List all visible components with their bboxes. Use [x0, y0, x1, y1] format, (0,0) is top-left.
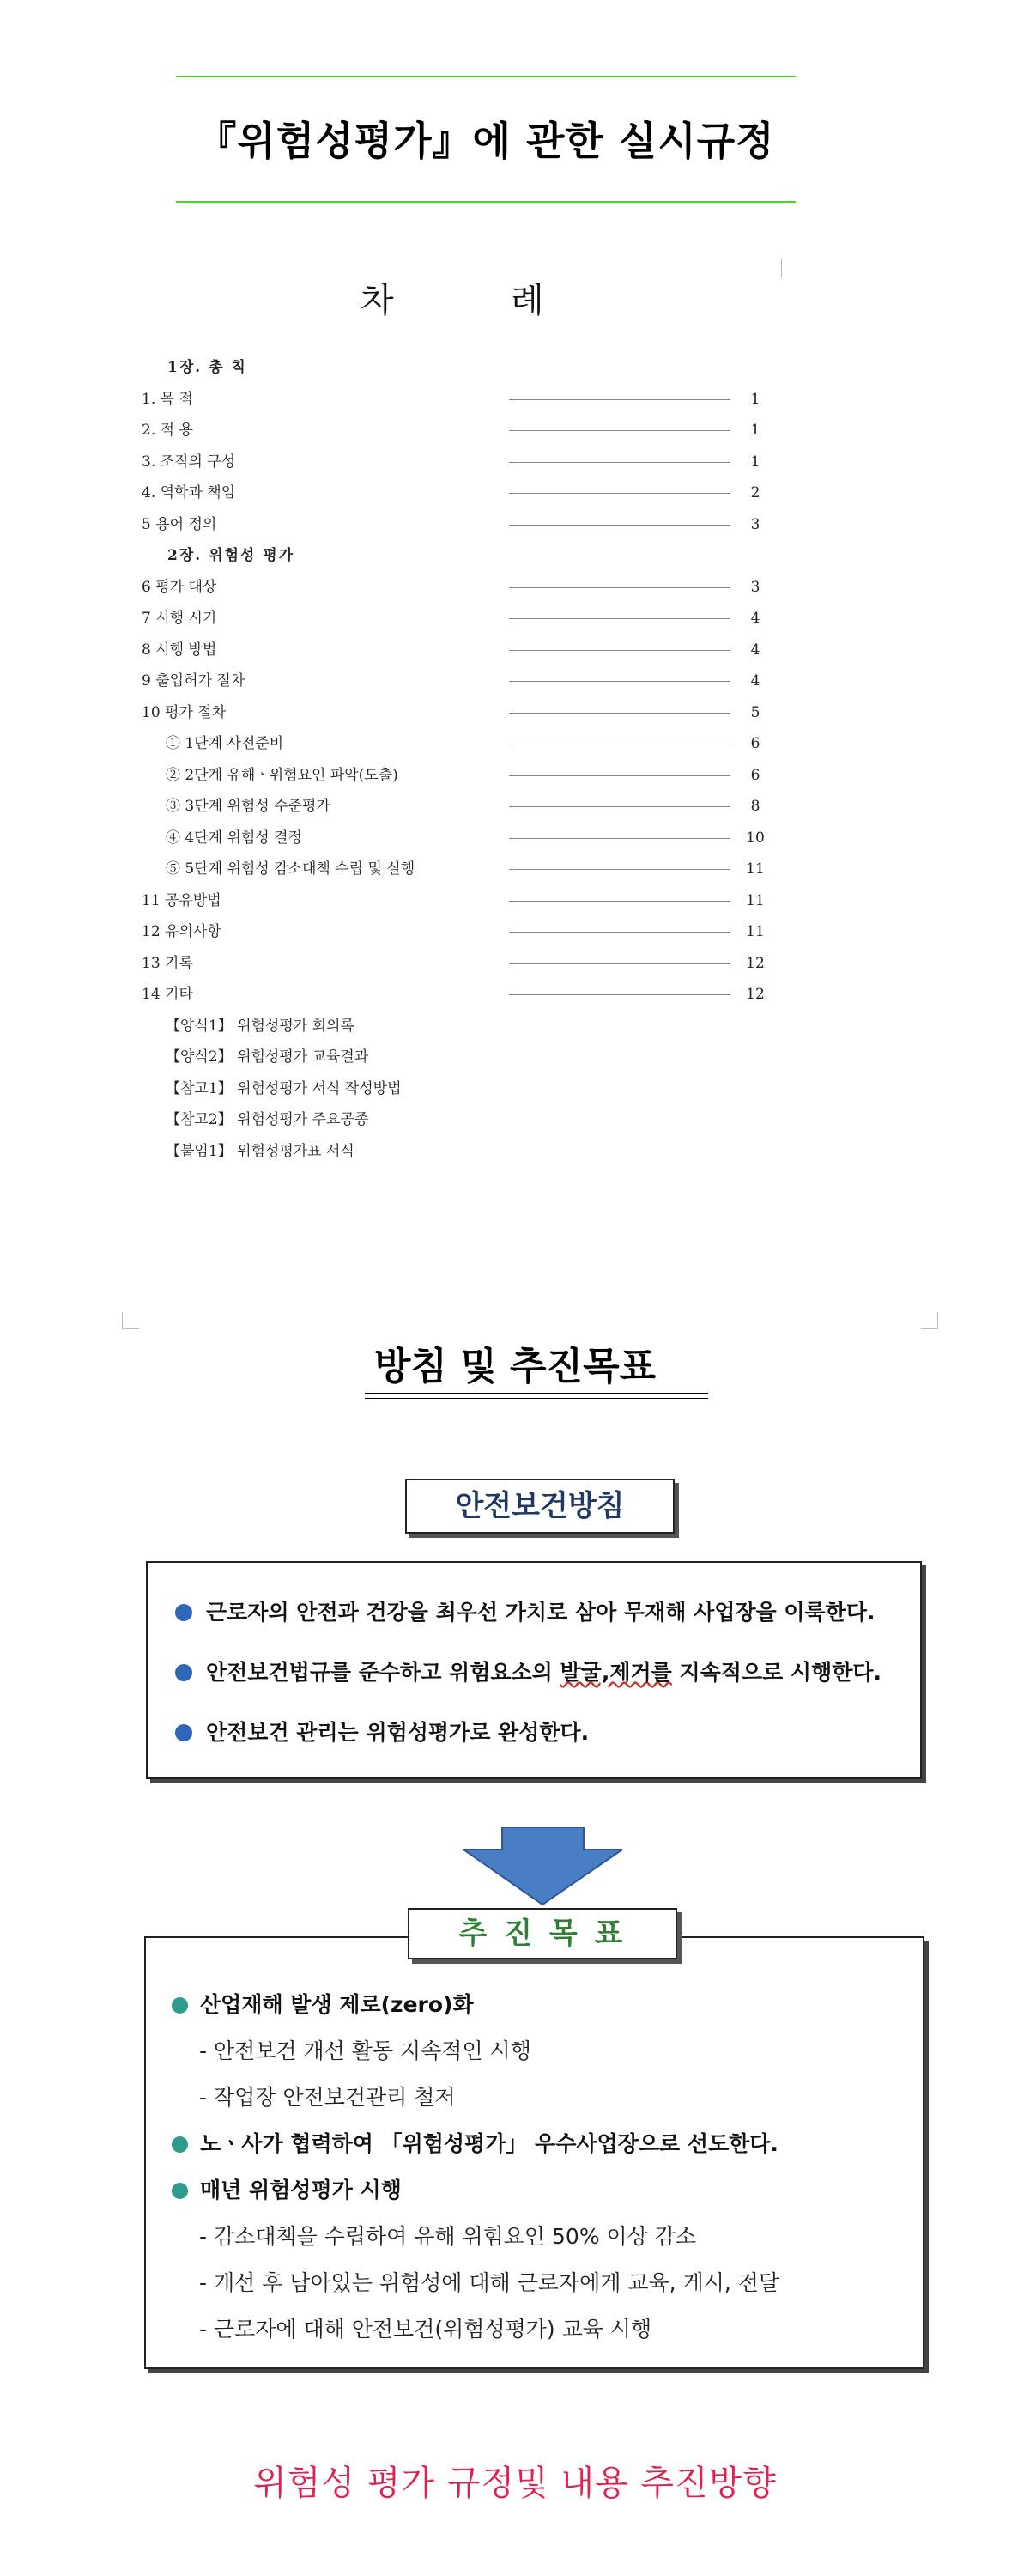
toc-page-number: 6: [750, 766, 760, 784]
toc-row: [142, 697, 777, 729]
toc-item-label: 【붙임1】 위험성평가표 서식: [166, 1142, 354, 1160]
toc-leader-line: [509, 493, 730, 494]
section-title-underline-2: [365, 1398, 708, 1399]
goals-label-text: 추 진 목 표: [458, 1917, 627, 1951]
toc-leader-line: [509, 963, 730, 964]
policy-label-text: 안전보건방침: [455, 1489, 625, 1523]
toc-row: [142, 509, 777, 541]
toc-item-label: 1. 목 적: [142, 390, 193, 408]
policy-box: [146, 1561, 922, 1779]
policy-text-2-underlined: 발굴,제거를: [560, 1660, 672, 1685]
toc-row: [142, 916, 777, 948]
toc-leader-line: [509, 838, 730, 839]
toc-item-label: 12 유의사항: [142, 923, 221, 940]
toc-page-number: 10: [746, 829, 765, 847]
toc-page-number: 4: [750, 641, 760, 659]
toc-row: [142, 979, 777, 1011]
bullet-icon: [175, 1664, 192, 1681]
title-rule-bottom: [176, 201, 796, 203]
toc-row: [142, 415, 777, 447]
toc-item-label: 【양식1】 위험성평가 회의록: [166, 1017, 354, 1035]
policy-text-1: 근로자의 안전과 건강을 최우선 가치로 삼아 무재해 사업장을 이룩한다.: [206, 1600, 876, 1625]
toc-page-number: 1: [750, 422, 760, 439]
toc-row: [142, 948, 777, 980]
toc-leader-line: [509, 775, 730, 776]
toc-row: [142, 885, 777, 917]
toc-page-number: 1: [750, 453, 760, 471]
goal-1-sub-1: - 안전보건 개선 활동 지속적인 시행: [199, 2038, 531, 2063]
toc-leader-line: [509, 430, 730, 431]
corner-mark-top-right: [781, 259, 782, 278]
toc-heading-char2: 례: [511, 281, 546, 320]
title-rule-top: [176, 76, 796, 77]
toc-leader-line: [509, 650, 730, 651]
toc-item-label: 【참고1】 위험성평가 서식 작성방법: [166, 1079, 402, 1097]
bullet-icon: [175, 1604, 192, 1621]
document-title: 『위험성평가』에 관한 실시규정: [197, 118, 775, 164]
down-arrow-icon: [464, 1827, 622, 1905]
toc-row: [142, 1042, 777, 1073]
toc-chapter-label: 2장. 위험성 평가: [167, 547, 295, 564]
table-of-contents: [142, 352, 777, 1167]
corner-mark-left: [122, 1312, 123, 1329]
bullet-icon: [172, 1997, 188, 2014]
toc-item-label: 10 평가 절차: [142, 703, 227, 721]
toc-item-label: ④ 4단계 위험성 결정: [166, 829, 302, 847]
toc-item-label: 2. 적 용: [142, 422, 193, 439]
corner-mark-right: [937, 1312, 938, 1329]
corner-mark-right-h: [921, 1328, 938, 1329]
goal-1-text: 산업재해 발생 제로(zero)화: [200, 1992, 474, 2017]
toc-heading: [360, 273, 546, 322]
toc-item-label: ⑤ 5단계 위험성 감소대책 수립 및 실행: [166, 860, 415, 878]
bullet-icon: [172, 2183, 188, 2199]
toc-row: [142, 728, 777, 760]
toc-heading-char1: 차: [360, 281, 396, 320]
toc-item-label: 4. 역학과 책임: [142, 484, 236, 501]
toc-row: [142, 854, 777, 885]
toc-page-number: 4: [750, 672, 760, 690]
goal-3-sub-2: - 개선 후 남아있는 위험성에 대해 근로자에게 교육, 게시, 전달: [199, 2270, 780, 2295]
toc-item-label: 7 시행 시기: [142, 610, 217, 627]
policy-item-2: [175, 1656, 882, 1686]
policy-item-3: [175, 1716, 589, 1747]
toc-item-label: 14 기타: [142, 986, 193, 1003]
toc-page-number: 5: [750, 703, 760, 721]
goal-3-text: 매년 위험성평가 시행: [200, 2178, 402, 2202]
toc-leader-line: [509, 901, 730, 902]
goal-2: [172, 2127, 779, 2158]
toc-item-label: ① 1단계 사전준비: [166, 735, 284, 752]
policy-text-2: 안전보건법규를 준수하고 위험요소의: [206, 1660, 560, 1685]
toc-chapter-label: 1장. 총 칙: [167, 359, 247, 376]
goal-3-sub-1: - 감소대책을 수립하여 유해 위험요인 50% 이상 감소: [199, 2224, 697, 2249]
toc-row: [142, 635, 777, 666]
toc-page-number: 1: [750, 390, 760, 408]
policy-item-1: [175, 1595, 875, 1626]
toc-item-label: 3. 조직의 구성: [142, 453, 236, 471]
toc-leader-line: [509, 587, 730, 588]
toc-page-number: 3: [750, 515, 760, 533]
toc-row: [142, 540, 777, 572]
toc-leader-line: [509, 618, 730, 619]
toc-row: [142, 384, 777, 416]
toc-page-number: 11: [746, 860, 765, 878]
toc-row: [142, 823, 777, 854]
toc-item-label: 11 공유방법: [142, 891, 221, 909]
toc-row: [142, 1073, 777, 1105]
toc-leader-line: [509, 525, 730, 526]
toc-item-label: 8 시행 방법: [142, 641, 217, 659]
toc-item-label: 9 출입허가 절차: [142, 672, 245, 690]
toc-row: [142, 760, 777, 792]
section-title-underline: [365, 1393, 708, 1394]
toc-row: [142, 1136, 777, 1168]
goal-1-sub-2: - 작업장 안전보건관리 철저: [199, 2085, 456, 2110]
toc-leader-line: [509, 713, 730, 714]
toc-item-label: 6 평가 대상: [142, 578, 217, 596]
footer-caption: 위험성 평가 규정및 내용 추진방향: [253, 2464, 777, 2503]
goal-3: [172, 2173, 402, 2204]
bullet-icon: [172, 2136, 188, 2153]
toc-row: [142, 477, 777, 509]
toc-row: [142, 1011, 777, 1042]
section-title: 방침 및 추진목표: [373, 1345, 657, 1388]
toc-item-label: 【양식2】 위험성평가 교육결과: [166, 1048, 369, 1066]
toc-row: [142, 665, 777, 697]
toc-page-number: 11: [746, 923, 765, 940]
toc-item-label: ② 2단계 유해ㆍ위험요인 파악(도출): [166, 766, 398, 784]
corner-mark-left-h: [122, 1328, 139, 1329]
toc-item-label: 5 용어 정의: [142, 515, 217, 533]
toc-leader-line: [509, 399, 730, 400]
bullet-icon: [175, 1724, 192, 1741]
toc-page-number: 6: [750, 735, 760, 752]
toc-page-number: 4: [750, 610, 760, 627]
goals-label: [408, 1908, 677, 1959]
toc-item-label: 13 기록: [142, 954, 193, 972]
toc-row: [142, 447, 777, 478]
toc-leader-line: [509, 462, 730, 463]
toc-page-number: 8: [750, 798, 760, 815]
toc-page-number: 3: [750, 578, 760, 596]
toc-row: [142, 1104, 777, 1136]
toc-page-number: 2: [750, 484, 760, 501]
toc-page-number: 11: [746, 891, 765, 909]
toc-row: [142, 603, 777, 635]
toc-leader-line: [509, 869, 730, 870]
toc-row: [142, 572, 777, 604]
toc-leader-line: [509, 932, 730, 933]
policy-text-2-tail: 지속적으로 시행한다.: [671, 1660, 882, 1685]
toc-row: [142, 791, 777, 823]
policy-label: [405, 1479, 675, 1534]
policy-text-3: 안전보건 관리는 위험성평가로 완성한다.: [206, 1720, 590, 1745]
toc-leader-line: [509, 994, 730, 995]
goal-3-sub-3: - 근로자에 대해 안전보건(위험성평가) 교육 시행: [199, 2317, 652, 2342]
toc-leader-line: [509, 806, 730, 807]
toc-page-number: 12: [746, 986, 765, 1003]
toc-item-label: 【참고2】 위험성평가 주요공종: [166, 1111, 369, 1128]
toc-item-label: ③ 3단계 위험성 수준평가: [166, 798, 330, 815]
toc-page-number: 12: [746, 954, 765, 972]
toc-row: [142, 352, 777, 384]
goal-1: [172, 1988, 474, 2019]
goals-box: [144, 1936, 924, 2369]
toc-leader-line: [509, 681, 730, 682]
goal-2-text: 노ㆍ사가 협력하여 「위험성평가」 우수사업장으로 선도한다.: [200, 2131, 779, 2156]
